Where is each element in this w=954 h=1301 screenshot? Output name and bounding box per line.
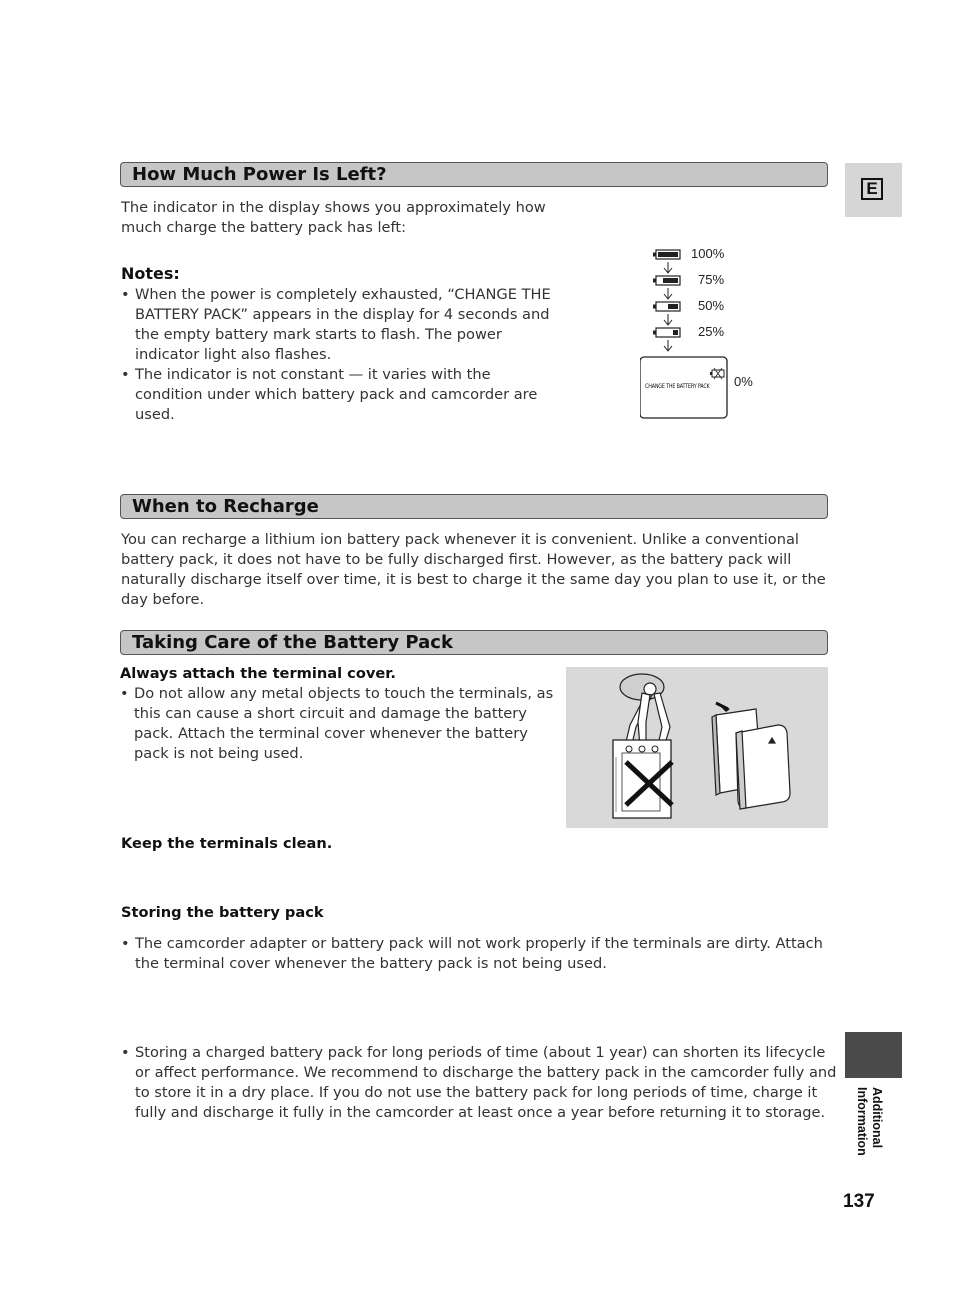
section-side-label: Additional Information — [855, 1087, 884, 1156]
battery-pack — [736, 725, 790, 809]
battery-icon-50 — [653, 302, 680, 311]
section-title-power: How Much Power Is Left? — [132, 164, 387, 185]
attach-heading: Always attach the terminal cover. — [120, 665, 396, 682]
language-letter: E — [861, 178, 883, 200]
notes-list — [121, 285, 561, 425]
storing-heading: Storing the battery pack — [121, 904, 324, 921]
note-item: • The indicator is not constant — it varies with the condition under which battery pack and camcorder are used. — [121, 365, 561, 425]
battery-icon-25 — [653, 328, 680, 337]
level-label-25: 25% — [698, 324, 725, 339]
battery-icon-100 — [653, 250, 680, 259]
power-intro: The indicator in the display shows you approximately how much charge the battery pack has left: — [121, 199, 546, 236]
insert-arrow-icon — [716, 703, 728, 709]
section-title-care: Taking Care of the Battery Pack — [132, 632, 453, 653]
storing-text: • Storing a charged battery pack for long periods of time (about 1 year) can shorten its lifecycle or affect performance. We recommend to discharge the battery pack in the camcorder fully and to store it in a dry place. If you do not use the battery pack for long periods of time, charge it fully and discharge it fully in the camcorder at least once a year before returning it to storage. — [121, 1043, 840, 1123]
level-label-75: 75% — [698, 272, 725, 287]
level-label-100: 100% — [691, 246, 725, 261]
level-label-50: 50% — [698, 298, 725, 313]
display-message: CHANGE THE BATTERY PACK — [645, 383, 710, 390]
section-header-care — [120, 630, 828, 655]
section-marker-block — [845, 1032, 902, 1078]
recharge-body: You can recharge a lithium ion battery pack whenever it is convenient. Unlike a conventional battery pack, it does not have to be fully discharged first. However, as the battery pack will naturally discharge itself over time, it is best to charge it the same day you plan to use it, or the day before. — [121, 531, 826, 608]
attach-text: • Do not allow any metal objects to touch the terminals, as this can cause a short circuit and damage the battery pack. Attach the terminal cover whenever the battery pack is not being used. — [120, 684, 566, 764]
page-number: 137 — [843, 1191, 875, 1212]
level-label-0: 0% — [734, 374, 753, 389]
battery-keys-graphic — [566, 667, 828, 828]
language-tab — [845, 163, 902, 217]
notes-heading: Notes: — [121, 264, 180, 283]
battery-icon-75 — [653, 276, 680, 285]
section-title-recharge: When to Recharge — [132, 496, 319, 517]
section-header-power — [120, 162, 828, 187]
terminal-cover-illustration — [566, 667, 828, 828]
clean-heading: Keep the terminals clean. — [121, 835, 333, 852]
note-item: • When the power is completely exhausted, “CHANGE THE BATTERY PACK” appears in the display for 4 seconds and the empty battery mark starts to flash. The power indicator light also flashes. — [121, 285, 561, 365]
section-header-recharge — [120, 494, 828, 519]
clean-text: • The camcorder adapter or battery pack will not work properly if the terminals are dirty. Attach the terminal cover whenever the battery pack is not being used. — [121, 934, 835, 974]
battery-level-diagram — [640, 240, 770, 425]
